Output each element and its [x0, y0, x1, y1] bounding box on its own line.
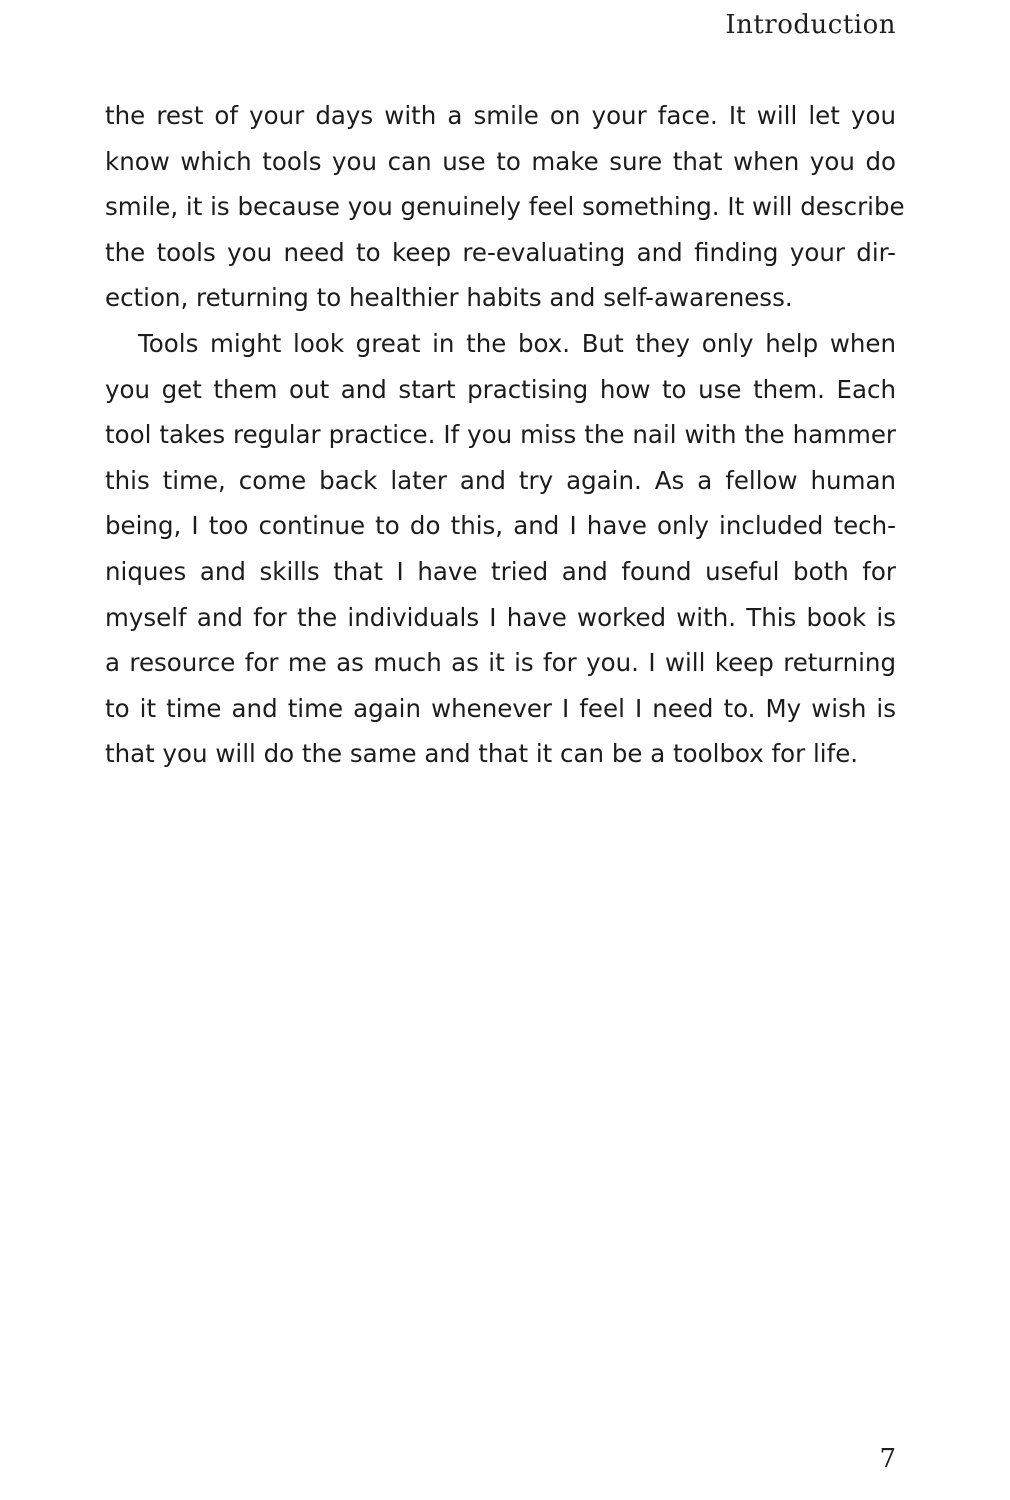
text-line: ection, returning to healthier habits and self-awareness. [105, 283, 793, 313]
text-line: the rest of your days with a smile on your face. It will let you [105, 101, 896, 130]
text-line: myself and for the individuals I have worked with. This book is [105, 602, 896, 632]
running-head-title: Introduction [725, 10, 896, 40]
text-line: the tools you need to keep re-evaluating and finding your dir- [105, 237, 896, 267]
text-line: being, I too continue to do this, and I have only included tech- [105, 511, 896, 541]
text-line: smile, it is because you genuinely feel something. It will describe [105, 192, 905, 222]
text-line: tool takes regular practice. If you miss the nail with the hammer [105, 420, 896, 450]
body-text [105, 93, 905, 777]
text-line: Tools might look great in the box. But they only help when [138, 328, 896, 358]
text-line: niques and skills that I have tried and found useful both for [105, 556, 896, 586]
text-line: to it time and time again whenever I feel I need to. My wish is [105, 693, 896, 723]
page-number: 7 [879, 1444, 896, 1474]
paragraph-2 [105, 321, 896, 777]
text-line: know which tools you can use to make sure that when you do [105, 146, 896, 176]
text-line: this time, come back later and try again. As a fellow human [105, 465, 896, 495]
text-line: you get them out and start practising how to use them. Each [105, 374, 896, 404]
text-line: that you will do the same and that it can be a toolbox for life. [105, 739, 859, 769]
paragraph-1 [105, 93, 905, 321]
text-line: a resource for me as much as it is for you. I will keep returning [105, 648, 896, 678]
